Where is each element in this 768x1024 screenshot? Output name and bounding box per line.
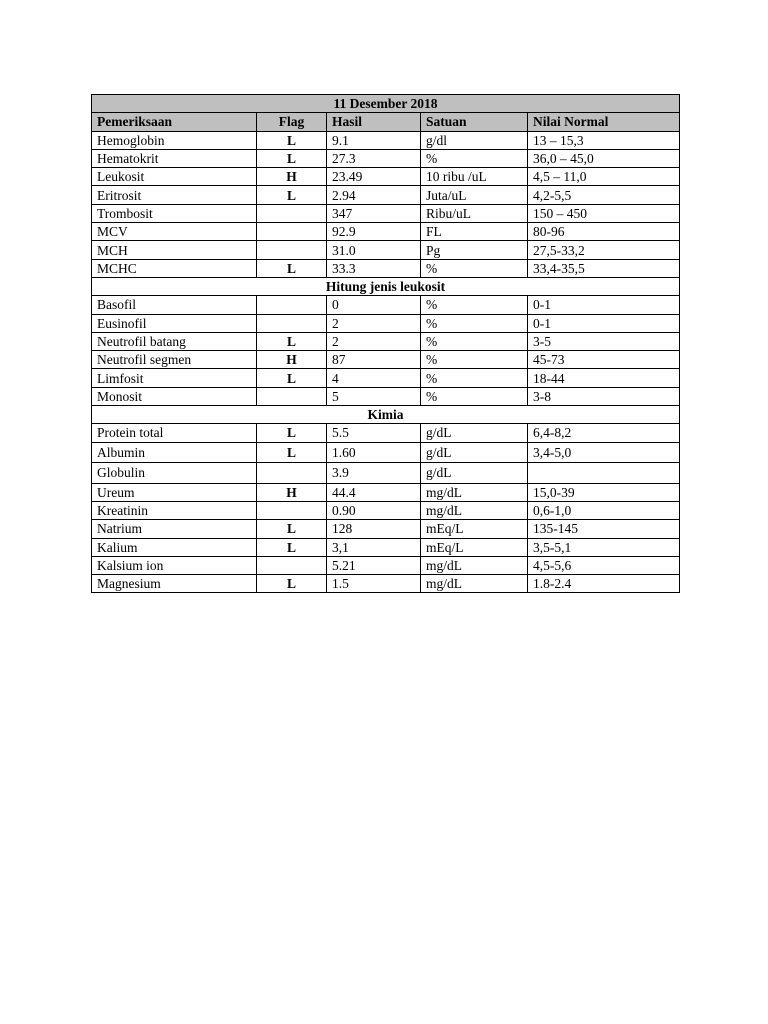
flag-cell (257, 296, 327, 314)
unit-cell: 10 ribu /uL (421, 168, 528, 186)
unit-cell: % (421, 259, 528, 277)
unit-cell: g/dL (421, 442, 528, 463)
flag-cell (257, 463, 327, 484)
flag-cell (257, 387, 327, 405)
flag-cell: L (257, 424, 327, 442)
flag-cell: L (257, 538, 327, 556)
table-title-row (92, 95, 680, 113)
table-row (92, 131, 680, 149)
normal-range-cell: 4,5-5,6 (528, 556, 680, 574)
normal-range-cell: 13 – 15,3 (528, 131, 680, 149)
result-cell: 2 (327, 314, 421, 332)
test-name-cell: Basofil (92, 296, 257, 314)
table-row (92, 538, 680, 556)
flag-cell: H (257, 168, 327, 186)
result-cell: 4 (327, 369, 421, 387)
unit-cell: % (421, 314, 528, 332)
table-row (92, 168, 680, 186)
test-name-cell: Neutrofil batang (92, 332, 257, 350)
table-row (92, 223, 680, 241)
normal-range-cell: 18-44 (528, 369, 680, 387)
result-cell: 5.5 (327, 424, 421, 442)
test-name-cell: Natrium (92, 520, 257, 538)
unit-cell: mg/dL (421, 575, 528, 593)
normal-range-cell: 1.8-2.4 (528, 575, 680, 593)
normal-range-cell: 0,6-1,0 (528, 501, 680, 519)
flag-cell (257, 314, 327, 332)
normal-range-cell: 4,2-5,5 (528, 186, 680, 204)
test-name-cell: Trombosit (92, 204, 257, 222)
normal-range-cell: 15,0-39 (528, 483, 680, 501)
table-row (92, 575, 680, 593)
test-name-cell: Protein total (92, 424, 257, 442)
unit-cell: FL (421, 223, 528, 241)
result-cell: 31.0 (327, 241, 421, 259)
test-name-cell: Kalsium ion (92, 556, 257, 574)
header-flag: Flag (257, 113, 327, 131)
flag-cell: L (257, 520, 327, 538)
section-header-row (92, 277, 680, 295)
test-name-cell: Kalium (92, 538, 257, 556)
table-row (92, 296, 680, 314)
result-cell: 5 (327, 387, 421, 405)
table-row (92, 149, 680, 167)
flag-cell: L (257, 149, 327, 167)
flag-cell (257, 556, 327, 574)
unit-cell: % (421, 387, 528, 405)
normal-range-cell: 33,4-35,5 (528, 259, 680, 277)
flag-cell: L (257, 369, 327, 387)
table-row (92, 556, 680, 574)
table-row (92, 186, 680, 204)
table-body (92, 131, 680, 593)
result-cell: 347 (327, 204, 421, 222)
result-cell: 2 (327, 332, 421, 350)
normal-range-cell: 0-1 (528, 314, 680, 332)
test-name-cell: Limfosit (92, 369, 257, 387)
table-row (92, 369, 680, 387)
normal-range-cell: 3,5-5,1 (528, 538, 680, 556)
test-name-cell: Albumin (92, 442, 257, 463)
unit-cell: Juta/uL (421, 186, 528, 204)
table-row (92, 259, 680, 277)
table-row (92, 483, 680, 501)
header-hasil: Hasil (327, 113, 421, 131)
flag-cell (257, 223, 327, 241)
normal-range-cell: 4,5 – 11,0 (528, 168, 680, 186)
flag-cell: H (257, 483, 327, 501)
test-name-cell: Eusinofil (92, 314, 257, 332)
test-name-cell: Eritrosit (92, 186, 257, 204)
normal-range-cell: 45-73 (528, 351, 680, 369)
table-row (92, 204, 680, 222)
normal-range-cell: 3,4-5,0 (528, 442, 680, 463)
unit-cell: g/dL (421, 424, 528, 442)
result-cell: 27.3 (327, 149, 421, 167)
section-title: Kimia (92, 406, 680, 424)
unit-cell: g/dL (421, 463, 528, 484)
normal-range-cell: 36,0 – 45,0 (528, 149, 680, 167)
table-row (92, 241, 680, 259)
unit-cell: mg/dL (421, 501, 528, 519)
unit-cell: Ribu/uL (421, 204, 528, 222)
result-cell: 33.3 (327, 259, 421, 277)
lab-results-table (91, 94, 680, 593)
header-satuan: Satuan (421, 113, 528, 131)
result-cell: 0 (327, 296, 421, 314)
test-name-cell: Kreatinin (92, 501, 257, 519)
table-row (92, 463, 680, 484)
test-name-cell: Magnesium (92, 575, 257, 593)
unit-cell: % (421, 296, 528, 314)
flag-cell: L (257, 131, 327, 149)
table-row (92, 314, 680, 332)
section-title: Hitung jenis leukosit (92, 277, 680, 295)
unit-cell: % (421, 149, 528, 167)
result-cell: 92.9 (327, 223, 421, 241)
table-row (92, 424, 680, 442)
normal-range-cell: 27,5-33,2 (528, 241, 680, 259)
result-cell: 1.5 (327, 575, 421, 593)
table-row (92, 520, 680, 538)
header-nilai-normal: Nilai Normal (528, 113, 680, 131)
unit-cell: mEq/L (421, 520, 528, 538)
table-row (92, 442, 680, 463)
unit-cell: g/dl (421, 131, 528, 149)
result-cell: 87 (327, 351, 421, 369)
unit-cell: % (421, 369, 528, 387)
test-name-cell: MCHC (92, 259, 257, 277)
result-cell: 128 (327, 520, 421, 538)
flag-cell (257, 204, 327, 222)
result-cell: 3.9 (327, 463, 421, 484)
result-cell: 9.1 (327, 131, 421, 149)
normal-range-cell: 150 – 450 (528, 204, 680, 222)
result-cell: 5.21 (327, 556, 421, 574)
flag-cell: L (257, 575, 327, 593)
normal-range-cell: 135-145 (528, 520, 680, 538)
flag-cell: H (257, 351, 327, 369)
normal-range-cell: 3-5 (528, 332, 680, 350)
section-header-row (92, 406, 680, 424)
test-name-cell: Hemoglobin (92, 131, 257, 149)
unit-cell: % (421, 332, 528, 350)
normal-range-cell (528, 463, 680, 484)
flag-cell: L (257, 332, 327, 350)
unit-cell: mg/dL (421, 483, 528, 501)
flag-cell (257, 241, 327, 259)
unit-cell: mEq/L (421, 538, 528, 556)
result-cell: 0.90 (327, 501, 421, 519)
table-row (92, 332, 680, 350)
test-name-cell: MCV (92, 223, 257, 241)
flag-cell: L (257, 186, 327, 204)
table-row (92, 351, 680, 369)
table-title: 11 Desember 2018 (92, 95, 680, 113)
unit-cell: mg/dL (421, 556, 528, 574)
test-name-cell: Neutrofil segmen (92, 351, 257, 369)
test-name-cell: Hematokrit (92, 149, 257, 167)
flag-cell (257, 501, 327, 519)
table-row (92, 387, 680, 405)
result-cell: 44.4 (327, 483, 421, 501)
result-cell: 1.60 (327, 442, 421, 463)
test-name-cell: Leukosit (92, 168, 257, 186)
unit-cell: Pg (421, 241, 528, 259)
normal-range-cell: 3-8 (528, 387, 680, 405)
table-header-row (92, 113, 680, 131)
test-name-cell: Monosit (92, 387, 257, 405)
normal-range-cell: 6,4-8,2 (528, 424, 680, 442)
table-row (92, 501, 680, 519)
flag-cell: L (257, 259, 327, 277)
normal-range-cell: 80-96 (528, 223, 680, 241)
test-name-cell: MCH (92, 241, 257, 259)
result-cell: 23.49 (327, 168, 421, 186)
unit-cell: % (421, 351, 528, 369)
test-name-cell: Globulin (92, 463, 257, 484)
result-cell: 2.94 (327, 186, 421, 204)
header-pemeriksaan: Pemeriksaan (92, 113, 257, 131)
test-name-cell: Ureum (92, 483, 257, 501)
flag-cell: L (257, 442, 327, 463)
result-cell: 3,1 (327, 538, 421, 556)
normal-range-cell: 0-1 (528, 296, 680, 314)
